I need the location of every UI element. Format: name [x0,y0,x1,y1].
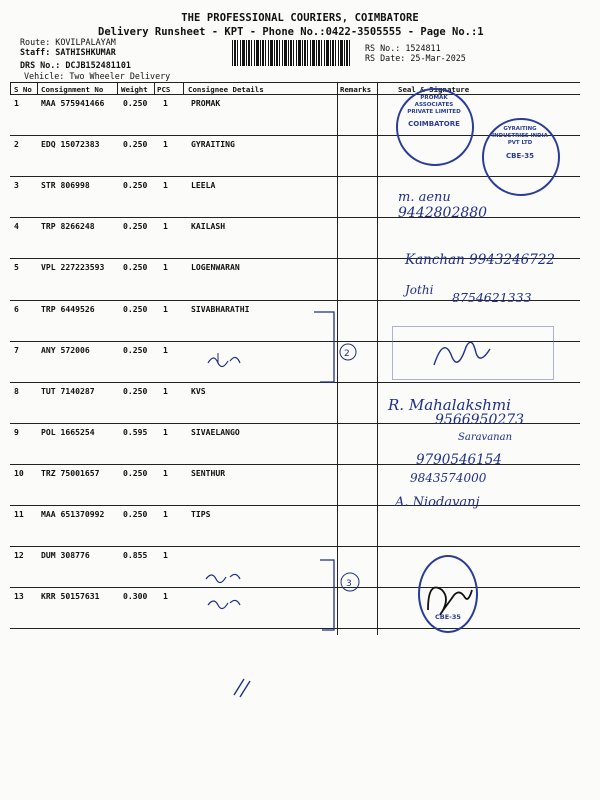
cell-consignee: KVS [191,385,206,396]
cell-sno: 2 [14,139,19,150]
col-header-consignee: Consignee Details [188,85,264,94]
row-divider [10,546,580,547]
cell-consignment: VPL 227223593 [41,262,105,273]
stamp-text: GYRAITING INDUSTRIES INDIA PVT LTD [492,126,548,146]
cell-pcs: 1 [163,467,168,478]
row-divider [10,587,580,588]
cell-pcs: 1 [163,591,168,602]
cell-pcs: 1 [163,426,168,437]
cell-sno: 8 [14,385,19,396]
svg-text:3: 3 [346,579,352,589]
handwritten-name: Saravanan [458,432,513,443]
rs-date-label: RS Date: 25-Mar-2025 [365,53,466,63]
table-top-border [10,82,580,83]
company-seal-stamp [396,88,474,166]
cell-sno: 6 [14,303,19,314]
cell-consignee: KAILASH [191,221,226,232]
cell-consignment: STR 806998 [41,180,90,191]
handwritten-mark-icon [200,565,250,615]
handwritten-phone: 9442802880 [398,205,488,221]
cell-pcs: 1 [163,98,168,108]
vehicle-label: Vehicle: Two Wheeler Delivery [24,71,171,81]
cell-weight: 0.250 [123,344,148,355]
col-divider [10,82,11,95]
row-divider [10,217,580,218]
cell-sno: 4 [14,221,19,232]
cell-consignment: TRZ 75001657 [41,467,100,478]
handwritten-name: Jothi [405,283,434,297]
col-divider [154,82,155,95]
cell-sno: 13 [14,591,24,602]
cell-consignment: EDQ 15072383 [41,139,100,150]
row-divider [10,505,580,506]
cell-consignment: KRR 50157631 [41,591,100,602]
cell-consignee: SIVABHARATHI [191,303,250,314]
handwritten-mark-icon [228,675,258,700]
col-header-seal: Seal & Signature [398,85,470,94]
cell-consignee: LEELA [191,180,216,191]
cell-weight: 0.595 [123,426,148,437]
signature-scribble-icon [418,570,478,625]
cell-weight: 0.250 [123,467,148,478]
cell-weight: 0.855 [123,550,148,561]
cell-weight: 0.250 [123,385,148,396]
cell-consignment: ANY 572006 [41,344,90,355]
route-label: Route: KOVILPALAYAM [20,37,116,47]
cell-pcs: 1 [163,262,168,273]
bracket-mark-icon [300,310,360,650]
cell-weight: 0.250 [123,303,148,314]
cell-pcs: 1 [163,550,168,561]
header-bottom-border [10,94,580,95]
handwritten-phone: 8754621333 [452,290,532,305]
handwritten-name-phone: Kanchan 9943246722 [405,252,556,268]
cell-consignment: MAA 651370992 [41,509,105,519]
stamp-center-text: CBE-35 [435,613,461,621]
col-header-pcs: PCS [157,85,171,94]
cell-weight: 0.250 [123,221,148,232]
cell-weight: 0.250 [123,98,148,108]
row-divider [10,382,580,383]
cell-weight: 0.250 [123,509,148,519]
cell-consignee: PROMAK [191,98,221,108]
cell-weight: 0.250 [123,262,148,273]
cell-consignment: MAA 575941466 [41,98,105,108]
col-header-weight: Weight [121,85,148,94]
cell-consignee: TIPS [191,509,211,519]
cell-pcs: 1 [163,221,168,232]
stamp-center-text: COIMBATORE [408,120,460,128]
cell-weight: 0.300 [123,591,148,602]
handwritten-name: R. Mahalakshmi [388,396,511,414]
cell-pcs: 1 [163,385,168,396]
handwritten-phone: 9843574000 [410,471,487,485]
cell-consignee: GYRAITING [191,139,235,150]
rs-no-label: RS No.: 1524811 [365,43,441,53]
company-seal-stamp [482,118,560,196]
cell-pcs: 1 [163,303,168,314]
stamp-center-text: CBE-35 [506,152,534,160]
signature-scribble-icon [430,335,500,375]
cell-consignment: TRP 6449526 [41,303,95,314]
handwritten-name: m. aenu [398,190,451,205]
cell-pcs: 1 [163,180,168,191]
barcode-icon [232,40,350,66]
cell-sno: 9 [14,426,19,437]
cell-sno: 1 [14,98,19,108]
cell-consignment: TUT 7140287 [41,385,95,396]
cell-consignee: SENTHUR [191,467,226,478]
company-title: THE PROFESSIONAL COURIERS, COIMBATORE [181,12,419,24]
staff-label: Staff: SATHISHKUMAR [20,47,116,57]
stamp-text: PROMAK ASSOCIATES PRIVATE LIMITED [407,95,461,115]
cell-pcs: 1 [163,139,168,150]
runsheet-title: Delivery Runsheet - KPT - Phone No.:0422-3505555 - Page No.:1 [98,26,484,38]
cell-consignee: SIVAELANGO [191,426,240,437]
col-divider [117,82,118,95]
cell-sno: 5 [14,262,19,273]
col-divider [37,82,38,95]
cell-sno: 12 [14,550,24,561]
cell-consignment: TRP 8266248 [41,221,95,232]
drs-label: DRS No.: DCJB152481101 [20,60,131,70]
cell-sno: 3 [14,180,19,191]
col-header-sno: S No [14,85,32,94]
cell-sno: 11 [14,509,24,519]
col-divider [377,82,378,635]
cell-pcs: 1 [163,509,168,519]
col-header-remarks: Remarks [340,85,372,94]
cell-sno: 7 [14,344,19,355]
cell-consignment: POL 1665254 [41,426,95,437]
cell-consignment: DUM 308776 [41,550,90,561]
cell-sno: 10 [14,467,24,478]
col-header-consignment: Consignment No [41,85,104,94]
cell-consignee: LOGENWARAN [191,262,240,273]
row-divider [10,628,580,629]
cell-pcs: 1 [163,344,168,355]
cell-weight: 0.250 [123,139,148,150]
col-divider [183,82,184,95]
cell-weight: 0.250 [123,180,148,191]
handwritten-phone: 9790546154 [416,452,502,468]
handwritten-mark-icon [200,345,250,375]
svg-text:2: 2 [344,349,350,359]
handwritten-name: A. Niodavanj [395,495,480,510]
handwritten-phone: 9566950273 [435,412,525,428]
